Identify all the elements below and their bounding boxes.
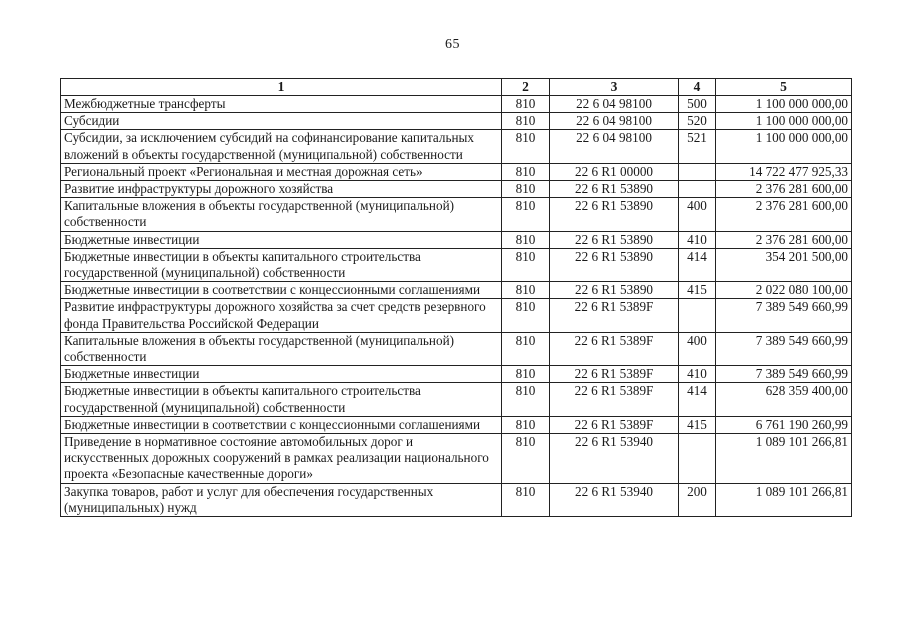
row-sum: 1 089 101 266,81 — [716, 483, 852, 516]
table-row — [61, 383, 852, 416]
row-gr-code: 810 — [502, 332, 550, 365]
row-gr-code: 810 — [502, 248, 550, 281]
row-csr-code: 22 6 R1 5389F — [550, 416, 679, 433]
row-gr-code: 810 — [502, 383, 550, 416]
table-row — [61, 248, 852, 281]
table-row — [61, 96, 852, 113]
row-sum: 14 722 477 925,33 — [716, 163, 852, 180]
row-gr-code: 810 — [502, 198, 550, 231]
row-csr-code: 22 6 04 98100 — [550, 130, 679, 163]
row-csr-code: 22 6 R1 00000 — [550, 163, 679, 180]
row-sum: 6 761 190 260,99 — [716, 416, 852, 433]
row-sum: 1 100 000 000,00 — [716, 113, 852, 130]
row-sum: 1 089 101 266,81 — [716, 434, 852, 484]
table-body — [61, 96, 852, 517]
row-gr-code: 810 — [502, 299, 550, 332]
row-csr-code: 22 6 04 98100 — [550, 96, 679, 113]
row-vr-code: 500 — [679, 96, 716, 113]
row-name: Развитие инфраструктуры дорожного хозяйства — [61, 181, 502, 198]
row-csr-code: 22 6 R1 53890 — [550, 181, 679, 198]
row-gr-code: 810 — [502, 434, 550, 484]
row-name: Капитальные вложения в объекты государственной (муниципальной) собственности — [61, 198, 502, 231]
row-name: Бюджетные инвестиции в объекты капитального строительства государственной (муниципальной) собственности — [61, 383, 502, 416]
table-row — [61, 299, 852, 332]
row-csr-code: 22 6 R1 53940 — [550, 483, 679, 516]
row-gr-code: 810 — [502, 113, 550, 130]
row-gr-code: 810 — [502, 231, 550, 248]
row-sum: 1 100 000 000,00 — [716, 130, 852, 163]
row-gr-code: 810 — [502, 181, 550, 198]
row-vr-code — [679, 181, 716, 198]
row-gr-code: 810 — [502, 483, 550, 516]
row-vr-code: 520 — [679, 113, 716, 130]
row-name: Региональный проект «Региональная и местная дорожная сеть» — [61, 163, 502, 180]
header-col-1: 1 — [61, 79, 502, 96]
header-row — [61, 79, 852, 96]
row-vr-code — [679, 434, 716, 484]
row-name: Капитальные вложения в объекты государственной (муниципальной) собственности — [61, 332, 502, 365]
row-vr-code: 400 — [679, 332, 716, 365]
row-csr-code: 22 6 R1 5389F — [550, 332, 679, 365]
header-col-4: 4 — [679, 79, 716, 96]
row-sum: 1 100 000 000,00 — [716, 96, 852, 113]
table-row — [61, 163, 852, 180]
row-gr-code: 810 — [502, 416, 550, 433]
row-gr-code: 810 — [502, 163, 550, 180]
row-csr-code: 22 6 R1 53890 — [550, 248, 679, 281]
budget-table — [60, 78, 852, 517]
row-sum: 2 376 281 600,00 — [716, 231, 852, 248]
row-vr-code: 521 — [679, 130, 716, 163]
table-row — [61, 332, 852, 365]
row-sum: 7 389 549 660,99 — [716, 366, 852, 383]
table-row — [61, 231, 852, 248]
row-sum: 7 389 549 660,99 — [716, 332, 852, 365]
table-row — [61, 483, 852, 516]
row-csr-code: 22 6 R1 53890 — [550, 198, 679, 231]
table-row — [61, 366, 852, 383]
row-name: Закупка товаров, работ и услуг для обеспечения государственных (муниципальных) нужд — [61, 483, 502, 516]
row-name: Бюджетные инвестиции — [61, 366, 502, 383]
header-col-3: 3 — [550, 79, 679, 96]
row-gr-code: 810 — [502, 96, 550, 113]
row-sum: 628 359 400,00 — [716, 383, 852, 416]
table-row — [61, 113, 852, 130]
row-csr-code: 22 6 R1 53890 — [550, 282, 679, 299]
header-col-2: 2 — [502, 79, 550, 96]
row-name: Бюджетные инвестиции — [61, 231, 502, 248]
row-gr-code: 810 — [502, 282, 550, 299]
row-vr-code — [679, 299, 716, 332]
row-vr-code: 414 — [679, 383, 716, 416]
row-csr-code: 22 6 R1 5389F — [550, 366, 679, 383]
row-sum: 2 376 281 600,00 — [716, 181, 852, 198]
row-sum: 354 201 500,00 — [716, 248, 852, 281]
row-vr-code: 400 — [679, 198, 716, 231]
table-row — [61, 181, 852, 198]
row-gr-code: 810 — [502, 366, 550, 383]
page-number: 65 — [445, 37, 460, 52]
row-name: Субсидии, за исключением субсидий на софинансирование капитальных вложений в объекты государственной (муниципальной) собственности — [61, 130, 502, 163]
row-csr-code: 22 6 R1 53940 — [550, 434, 679, 484]
row-vr-code — [679, 163, 716, 180]
row-csr-code: 22 6 R1 53890 — [550, 231, 679, 248]
row-csr-code: 22 6 R1 5389F — [550, 383, 679, 416]
row-name: Приведение в нормативное состояние автомобильных дорог и искусственных дорожных сооружений в рамках реализации национального проекта «Безопасные качественные дороги» — [61, 434, 502, 484]
row-vr-code: 410 — [679, 231, 716, 248]
row-name: Бюджетные инвестиции в объекты капитального строительства государственной (муниципальной) собственности — [61, 248, 502, 281]
row-gr-code: 810 — [502, 130, 550, 163]
row-sum: 2 022 080 100,00 — [716, 282, 852, 299]
row-name: Межбюджетные трансферты — [61, 96, 502, 113]
row-name: Бюджетные инвестиции в соответствии с концессионными соглашениями — [61, 282, 502, 299]
row-vr-code: 200 — [679, 483, 716, 516]
table-header — [61, 79, 852, 96]
table-row — [61, 130, 852, 163]
row-name: Субсидии — [61, 113, 502, 130]
row-csr-code: 22 6 04 98100 — [550, 113, 679, 130]
table-row — [61, 434, 852, 484]
row-vr-code: 415 — [679, 282, 716, 299]
header-col-5: 5 — [716, 79, 852, 96]
row-csr-code: 22 6 R1 5389F — [550, 299, 679, 332]
table-row — [61, 282, 852, 299]
row-vr-code: 414 — [679, 248, 716, 281]
row-sum: 2 376 281 600,00 — [716, 198, 852, 231]
row-name: Бюджетные инвестиции в соответствии с концессионными соглашениями — [61, 416, 502, 433]
row-vr-code: 410 — [679, 366, 716, 383]
row-sum: 7 389 549 660,99 — [716, 299, 852, 332]
table-row — [61, 416, 852, 433]
row-name: Развитие инфраструктуры дорожного хозяйства за счет средств резервного фонда Правительства Российской Федерации — [61, 299, 502, 332]
table-row — [61, 198, 852, 231]
row-vr-code: 415 — [679, 416, 716, 433]
